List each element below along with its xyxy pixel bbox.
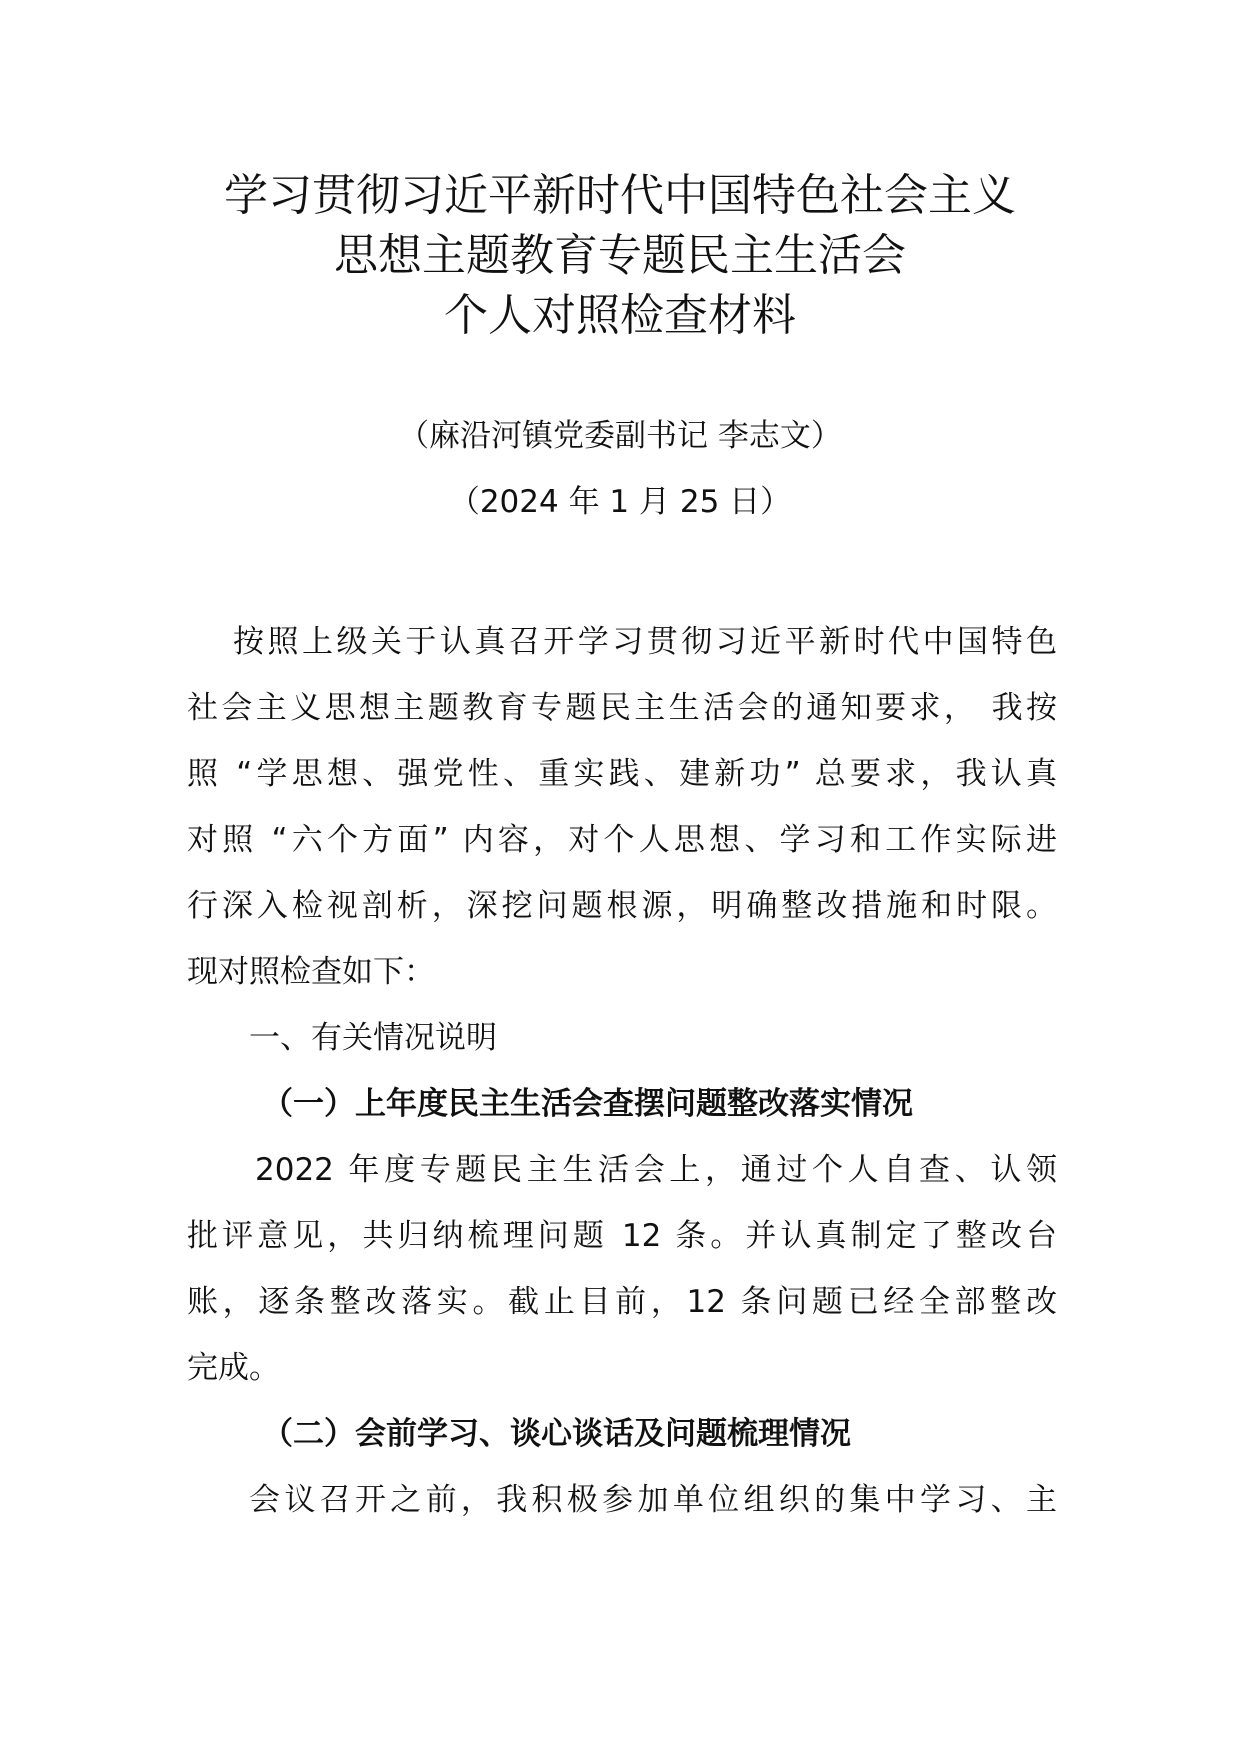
paragraph-3-line: 会议召开之前，我积极参加单位组织的集中学习、主 xyxy=(249,1482,1057,1518)
paragraph-2-line: 2022 年度专题民主生活会上，通过个人自查、认领 xyxy=(255,1152,1057,1188)
paragraph-1-line: 现对照检查如下： xyxy=(187,954,435,990)
subsection-heading-1: （一）上年度民主生活会查摆问题整改落实情况 xyxy=(262,1086,913,1122)
paragraph-2-line: 账，逐条整改落实。截止目前，12 条问题已经全部整改 xyxy=(187,1284,1057,1320)
title-line-2: 思想主题教育专题民主生活会 xyxy=(334,230,906,281)
subsection-heading-2: （二）会前学习、谈心谈话及问题梳理情况 xyxy=(262,1416,851,1452)
author-line: （麻沿河镇党委副书记 李志文） xyxy=(398,418,842,454)
document-body xyxy=(187,609,1057,1533)
paragraph-2-line: 批评意见，共归纳梳理问题 12 条。并认真制定了整改台 xyxy=(187,1218,1057,1254)
paragraph-1-line: 对照 “六个方面” 内容，对个人思想、学习和工作实际进 xyxy=(187,822,1057,858)
paragraph-1-line: 照 “学思想、强党性、重实践、建新功” 总要求，我认真 xyxy=(187,756,1057,792)
paragraph-1-line: 按照上级关于认真召开学习贯彻习近平新时代中国特色 xyxy=(233,624,1057,660)
title-line-1: 学习贯彻习近平新时代中国特色社会主义 xyxy=(224,170,1016,221)
paragraph-2-line: 完成。 xyxy=(187,1350,280,1386)
paragraph-1-line: 社会主义思想主题教育专题民主生活会的通知要求， 我按 xyxy=(187,690,1057,726)
section-heading-1: 一、有关情况说明 xyxy=(249,1020,497,1056)
title-line-3: 个人对照检查材料 xyxy=(444,290,796,341)
date-line: （2024 年 1 月 25 日） xyxy=(448,484,792,520)
document-title xyxy=(150,166,1090,346)
paragraph-1-line: 行深入检视剖析，深挖问题根源，明确整改措施和时限。 xyxy=(187,888,1057,924)
